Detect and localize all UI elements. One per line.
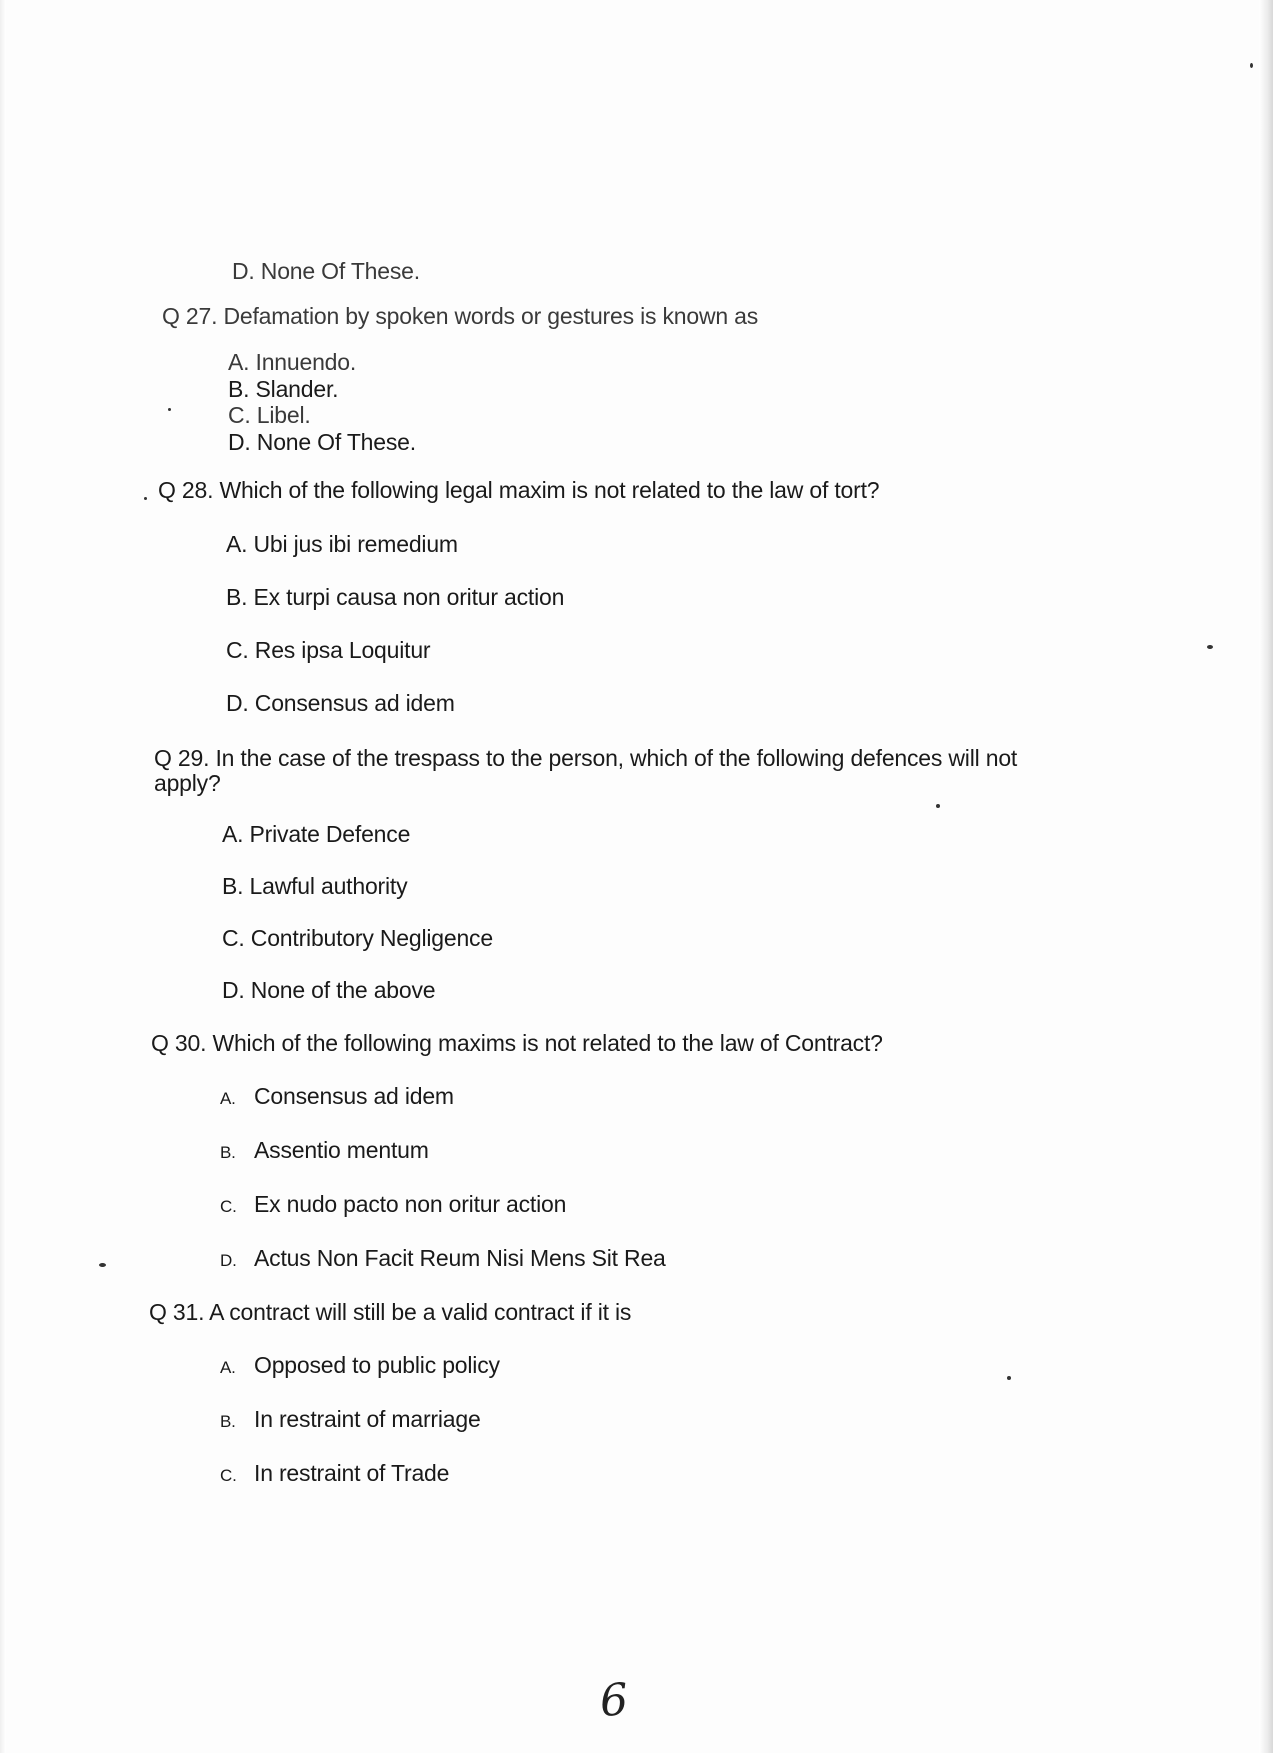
page-number: 6 [598, 1674, 630, 1727]
q31-option-b-text: In restraint of marriage [254, 1406, 481, 1432]
q31-option-a-letter: A. [220, 1358, 236, 1377]
q27-option-c: C. Libel. [228, 402, 311, 428]
q31-option-b [220, 1406, 481, 1435]
question-27: Q 27. Defamation by spoken words or gestures is known as [162, 303, 759, 329]
q30-option-d-text: Actus Non Facit Reum Nisi Mens Sit Rea [254, 1245, 666, 1271]
q28-option-a: A. Ubi jus ibi remedium [226, 531, 458, 557]
q30-option-b [220, 1137, 429, 1166]
scan-speck [1250, 63, 1253, 68]
question-30: Q 30. Which of the following maxims is not related to the law of Contract? [151, 1030, 883, 1056]
q28-option-b: B. Ex turpi causa non oritur action [226, 584, 565, 610]
question-31: Q 31. A contract will still be a valid contract if it is [149, 1299, 632, 1325]
question-29-line-2: apply? [154, 770, 221, 796]
q31-option-b-letter: B. [220, 1412, 236, 1431]
q29-option-b: B. Lawful authority [222, 873, 408, 899]
q30-option-b-text: Assentio mentum [254, 1137, 429, 1163]
q31-option-c-text: In restraint of Trade [254, 1460, 450, 1486]
prev-option-d: D. None Of These. [232, 258, 420, 284]
q30-option-a-text: Consensus ad idem [254, 1083, 454, 1109]
q29-option-c: C. Contributory Negligence [222, 925, 493, 951]
q28-option-c: C. Res ipsa Loquitur [226, 637, 431, 663]
q29-option-a: A. Private Defence [222, 821, 411, 847]
q31-option-c [220, 1460, 449, 1489]
question-29-line-1: Q 29. In the case of the trespass to the person, which of the following defences will not [154, 745, 1018, 771]
scan-speck [1007, 1376, 1011, 1380]
q30-option-d [220, 1245, 666, 1274]
question-28: Q 28. Which of the following legal maxim is not related to the law of tort? [158, 477, 880, 503]
q31-option-a [220, 1352, 500, 1381]
q30-option-c-letter: C. [220, 1197, 237, 1216]
q30-option-a-letter: A. [220, 1089, 236, 1108]
scan-speck [99, 1263, 106, 1267]
scan-speck [1207, 645, 1213, 649]
q30-option-c [220, 1191, 566, 1220]
scan-speck [936, 804, 940, 808]
q27-option-d: D. None Of These. [228, 429, 416, 455]
q27-option-a: A. Innuendo. [228, 349, 357, 375]
scan-speck [168, 408, 171, 411]
scan-edge-left [0, 0, 6, 1753]
q29-option-d: D. None of the above [222, 977, 436, 1003]
q30-option-d-letter: D. [220, 1251, 237, 1270]
q27-option-b: B. Slander. [228, 376, 339, 402]
scan-edge-right [1259, 0, 1273, 1753]
q28-option-d: D. Consensus ad idem [226, 690, 455, 716]
q31-option-a-text: Opposed to public policy [254, 1352, 500, 1378]
q30-option-c-text: Ex nudo pacto non oritur action [254, 1191, 567, 1217]
scan-speck [144, 497, 147, 500]
q30-option-b-letter: B. [220, 1143, 236, 1162]
q30-option-a [220, 1083, 454, 1112]
q31-option-c-letter: C. [220, 1466, 237, 1485]
